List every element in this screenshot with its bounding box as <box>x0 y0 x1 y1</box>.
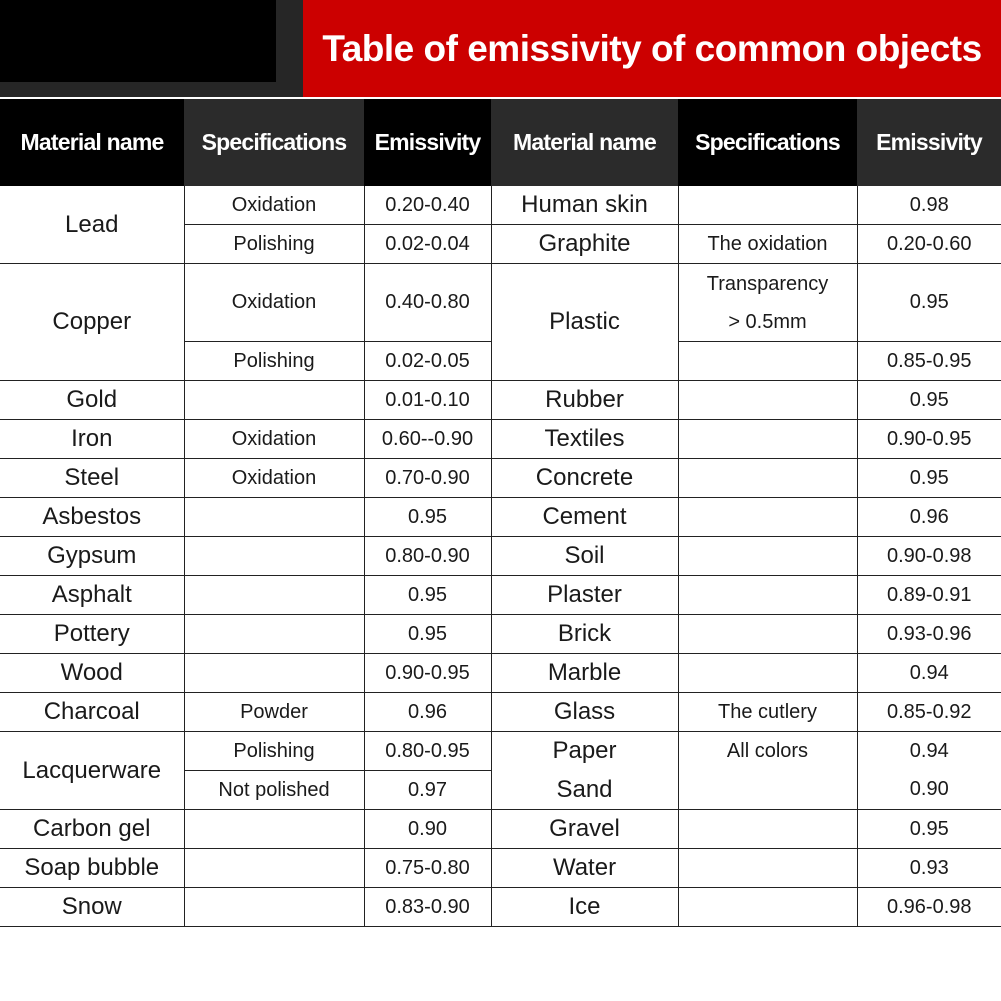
material-gypsum: Gypsum <box>0 537 184 576</box>
table-row <box>0 420 1001 459</box>
material-steel: Steel <box>0 459 184 498</box>
emis-copper-1: 0.40-0.80 <box>364 264 491 342</box>
emis-lacquerware-2: 0.97 <box>364 771 491 810</box>
emis-graphite: 0.20-0.60 <box>857 225 1001 264</box>
spec-human-skin <box>678 186 857 225</box>
material-soil: Soil <box>491 537 678 576</box>
material-sand: Sand <box>491 771 678 810</box>
spec-iron: Oxidation <box>184 420 364 459</box>
emis-wood: 0.90-0.95 <box>364 654 491 693</box>
spec-copper-2: Polishing <box>184 342 364 381</box>
spec-gypsum <box>184 537 364 576</box>
emis-textiles: 0.90-0.95 <box>857 420 1001 459</box>
material-iron: Iron <box>0 420 184 459</box>
spec-graphite: The oxidation <box>678 225 857 264</box>
emis-asphalt: 0.95 <box>364 576 491 615</box>
header-row <box>0 99 1001 186</box>
material-carbon-gel: Carbon gel <box>0 810 184 849</box>
header-specifications-left: Specifications <box>184 99 364 186</box>
spec-brick <box>678 615 857 654</box>
material-lead: Lead <box>0 186 184 264</box>
emis-rubber: 0.95 <box>857 381 1001 420</box>
material-asbestos: Asbestos <box>0 498 184 537</box>
emis-asbestos: 0.95 <box>364 498 491 537</box>
spec-paper: All colors <box>678 732 857 810</box>
material-lacquerware: Lacquerware <box>0 732 184 810</box>
spec-glass: The cutlery <box>678 693 857 732</box>
spec-water <box>678 849 857 888</box>
material-copper: Copper <box>0 264 184 381</box>
spec-copper-1: Oxidation <box>184 264 364 342</box>
header-material-left: Material name <box>0 99 184 186</box>
table-row <box>0 693 1001 732</box>
spec-concrete <box>678 459 857 498</box>
emis-soap-bubble: 0.75-0.80 <box>364 849 491 888</box>
emissivity-table <box>0 99 1001 927</box>
material-human-skin: Human skin <box>491 186 678 225</box>
spec-plastic-line-2: > 0.5mm <box>728 310 807 333</box>
material-plastic: Plastic <box>491 264 678 381</box>
header-specifications-right: Specifications <box>678 99 857 186</box>
emis-ice: 0.96-0.98 <box>857 888 1001 927</box>
emis-human-skin: 0.98 <box>857 186 1001 225</box>
emis-water: 0.93 <box>857 849 1001 888</box>
emis-paper: 0.94 <box>909 739 949 762</box>
material-charcoal: Charcoal <box>0 693 184 732</box>
emis-charcoal: 0.96 <box>364 693 491 732</box>
table-row <box>0 576 1001 615</box>
spec-lacquerware-1: Polishing <box>184 732 364 771</box>
spec-gold <box>184 381 364 420</box>
spec-textiles <box>678 420 857 459</box>
material-wood: Wood <box>0 654 184 693</box>
table-row <box>0 459 1001 498</box>
table-row <box>0 810 1001 849</box>
material-textiles: Textiles <box>491 420 678 459</box>
page-title: Table of emissivity of common objects <box>322 27 982 69</box>
spec-marble <box>678 654 857 693</box>
spec-plastic-1 <box>678 264 857 342</box>
spec-plastic-2 <box>678 342 857 381</box>
emis-copper-2: 0.02-0.05 <box>364 342 491 381</box>
emis-concrete: 0.95 <box>857 459 1001 498</box>
material-cement: Cement <box>491 498 678 537</box>
spec-steel: Oxidation <box>184 459 364 498</box>
material-gold: Gold <box>0 381 184 420</box>
table-row <box>0 849 1001 888</box>
spec-pottery <box>184 615 364 654</box>
material-paper: Paper <box>491 732 678 771</box>
material-water: Water <box>491 849 678 888</box>
table-row <box>0 654 1001 693</box>
header-emissivity-left: Emissivity <box>364 99 491 186</box>
material-plaster: Plaster <box>491 576 678 615</box>
spec-asbestos <box>184 498 364 537</box>
material-pottery: Pottery <box>0 615 184 654</box>
emis-carbon-gel: 0.90 <box>364 810 491 849</box>
spec-lacquerware-2: Not polished <box>184 771 364 810</box>
emis-cement: 0.96 <box>857 498 1001 537</box>
material-soap-bubble: Soap bubble <box>0 849 184 888</box>
spec-soap-bubble <box>184 849 364 888</box>
spec-ice <box>678 888 857 927</box>
spec-rubber <box>678 381 857 420</box>
emis-gold: 0.01-0.10 <box>364 381 491 420</box>
emis-lacquerware-1: 0.80-0.95 <box>364 732 491 771</box>
emis-plaster: 0.89-0.91 <box>857 576 1001 615</box>
table-row <box>0 615 1001 654</box>
table-row <box>0 537 1001 576</box>
table-row <box>0 498 1001 537</box>
emis-marble: 0.94 <box>857 654 1001 693</box>
table-row <box>0 186 1001 225</box>
emis-steel: 0.70-0.90 <box>364 459 491 498</box>
spec-cement <box>678 498 857 537</box>
emis-brick: 0.93-0.96 <box>857 615 1001 654</box>
emis-glass: 0.85-0.92 <box>857 693 1001 732</box>
emis-pottery: 0.95 <box>364 615 491 654</box>
emis-lead-2: 0.02-0.04 <box>364 225 491 264</box>
material-brick: Brick <box>491 615 678 654</box>
spec-soil <box>678 537 857 576</box>
emis-snow: 0.83-0.90 <box>364 888 491 927</box>
header-banner <box>0 0 1001 97</box>
spec-snow <box>184 888 364 927</box>
emis-lead-1: 0.20-0.40 <box>364 186 491 225</box>
material-concrete: Concrete <box>491 459 678 498</box>
material-asphalt: Asphalt <box>0 576 184 615</box>
spec-plaster <box>678 576 857 615</box>
table-row <box>0 888 1001 927</box>
table-row <box>0 381 1001 420</box>
material-glass: Glass <box>491 693 678 732</box>
spec-charcoal: Powder <box>184 693 364 732</box>
material-gravel: Gravel <box>491 810 678 849</box>
emis-plastic-2: 0.85-0.95 <box>857 342 1001 381</box>
spec-wood <box>184 654 364 693</box>
emis-iron: 0.60--0.90 <box>364 420 491 459</box>
spec-carbon-gel <box>184 810 364 849</box>
table-row <box>0 732 1001 771</box>
material-ice: Ice <box>491 888 678 927</box>
spec-gravel <box>678 810 857 849</box>
spec-plastic-line-1: Transparency <box>706 272 829 295</box>
header-emissivity-right: Emissivity <box>857 99 1001 186</box>
material-marble: Marble <box>491 654 678 693</box>
spec-lead-2: Polishing <box>184 225 364 264</box>
emis-gravel: 0.95 <box>857 810 1001 849</box>
emis-sand: 0.90 <box>857 771 1001 810</box>
table-row <box>0 264 1001 342</box>
banner-black-block <box>0 0 276 82</box>
material-rubber: Rubber <box>491 381 678 420</box>
emis-soil: 0.90-0.98 <box>857 537 1001 576</box>
spec-asphalt <box>184 576 364 615</box>
emis-plastic-1: 0.95 <box>857 264 1001 342</box>
emis-gypsum: 0.80-0.90 <box>364 537 491 576</box>
material-snow: Snow <box>0 888 184 927</box>
header-material-right: Material name <box>491 99 678 186</box>
spec-lead-1: Oxidation <box>184 186 364 225</box>
material-graphite: Graphite <box>491 225 678 264</box>
